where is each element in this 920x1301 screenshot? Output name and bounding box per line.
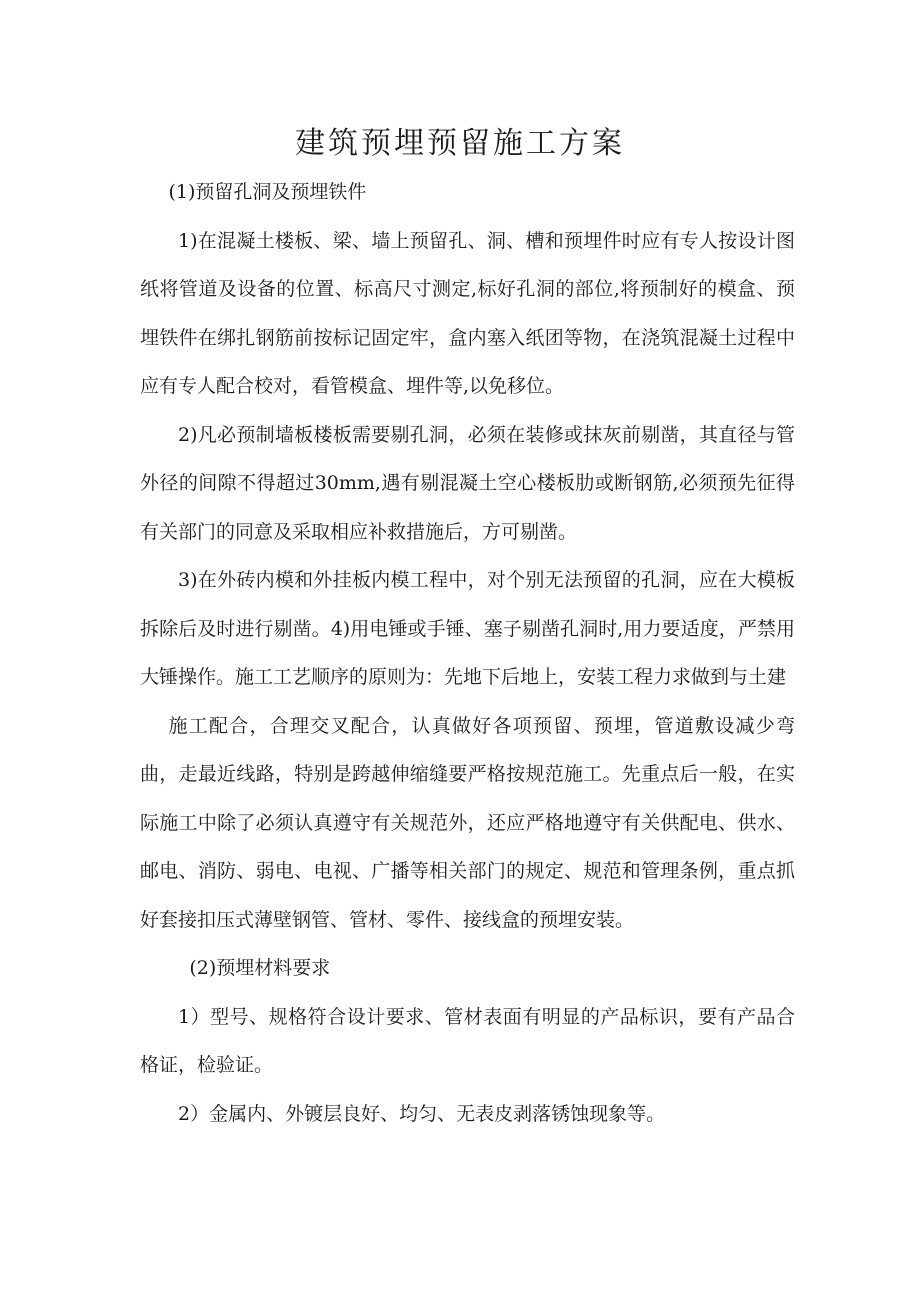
paragraph-5: 1）型号、规格符合设计要求、管材表面有明显的产品标识，要有产品合格证，检验证。: [140, 1005, 795, 1076]
paragraph-1: 1)在混凝土楼板、梁、墙上预留孔、洞、槽和预埋件时应有专人按设计图纸将管道及设备的位置、标高尺寸测定,标好孔洞的部位,将预制好的模盒、预埋铁件在绑扎钢筋前按标记固定牢，盒内塞入纸团等物，在浇筑混凝土过程中应有专人配合校对，看管模盒、埋件等,以免移位。: [140, 229, 795, 397]
paragraph-4: 施工配合，合理交叉配合，认真做好各项预留、预埋，管道敷设减少弯曲，走最近线路，特别是跨越伸缩缝要严格按规范施工。先重点后一般，在实际施工中除了必须认真遵守有关规范外，还应严格地遵守有关供配电、供水、邮电、消防、弱电、电视、广播等相关部门的规定、规范和管理条例，重点抓好套接扣压式薄壁钢管、管材、零件、接线盒的预埋安装。: [140, 714, 795, 931]
paragraph-6: 2）金属内、外镀层良好、均匀、无表皮剥落锈蚀现象等。: [178, 1102, 666, 1125]
section-heading-2: (2)预埋材料要求: [189, 957, 331, 979]
paragraph-3: 3)在外砖内模和外挂板内模工程中，对个别无法预留的孔洞，应在大模板拆除后及时进行剔凿。4)用电锤或手锤、塞子剔凿孔洞时,用力要适度，严禁用大锤操作。施工工艺顺序的原则为：先地下后地上，安装工程力求做到与土建: [140, 569, 795, 688]
document-title: 建筑预埋预留施工方案: [295, 126, 625, 161]
section-heading-1: (1)预留孔洞及预埋铁件: [168, 181, 367, 203]
paragraph-2: 2)凡必预制墙板楼板需要剔孔洞，必须在装修或抹灰前剔凿，其直径与管外径的间隙不得超过30mm,遇有剔混凝土空心楼板肋或断钢筋,必须预先征得有关部门的同意及采取相应补救措施后，方可剔凿。: [140, 423, 795, 543]
document-body: [140, 168, 795, 1138]
